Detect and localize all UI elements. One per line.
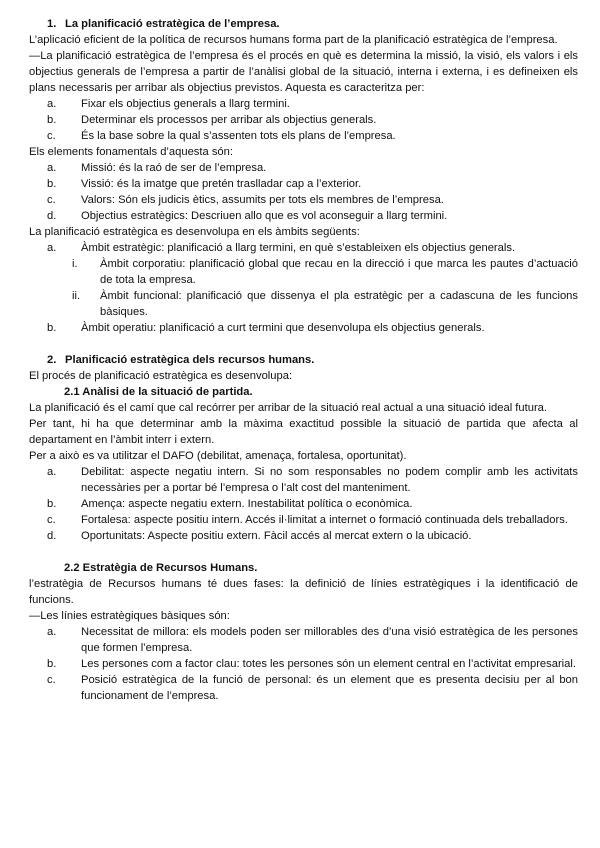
section-2-number: 2.: [47, 354, 57, 366]
characteristics-list: [29, 96, 578, 144]
list-item-text: És la base sobre la qual s’assenten tots els plans de l’empresa.: [81, 130, 396, 142]
list-marker: b.: [47, 498, 57, 510]
section-2-heading: [29, 352, 578, 368]
section-2-title: Planificació estratègica dels recursos humans.: [65, 354, 315, 366]
paragraph: l’estratègia de Recursos humans té dues fases: la definició de línies estratègiques i la identificació de funcions.: [29, 578, 578, 606]
list-item-text: Àmbit funcional: planificació que dissenya el pla estratègic per a cadascuna de les funcions bàsiques.: [100, 290, 578, 318]
list-item: [29, 112, 578, 128]
list-marker: a.: [47, 626, 57, 638]
list-item: [29, 128, 578, 144]
section-1-number: 1.: [47, 18, 57, 30]
list-item-text: Amença: aspecte negatiu extern. Inestabilitat política o econòmica.: [81, 498, 413, 510]
list-marker: c.: [47, 194, 56, 206]
list-item-text: Oportunitats: Aspecte positiu extern. Fàcil accés al mercat extern o la ubicació.: [81, 530, 472, 542]
list-item-text: Fixar els objectius generals a llarg termini.: [81, 98, 290, 110]
list-item: [29, 320, 578, 336]
list-item: [29, 656, 578, 672]
list-item: [29, 240, 578, 256]
list-item-text: Objectius estratègics: Descriuen allo que es vol aconseguir a llarg termini.: [81, 210, 448, 222]
elements-list: [29, 160, 578, 224]
scopes-list: [29, 240, 578, 336]
list-marker: i.: [72, 258, 78, 270]
list-item-text: Valors: Són els judicis ètics, assumits per tots els membres de l’empresa.: [81, 194, 444, 206]
paragraph: Els elements fonamentals d’aquesta són:: [29, 146, 233, 158]
list-marker: c.: [47, 130, 56, 142]
list-item: [29, 528, 578, 544]
list-item: [29, 496, 578, 512]
sublist-item: [29, 288, 578, 320]
list-marker: a.: [47, 242, 57, 254]
spacer: [29, 336, 578, 352]
sublist-item: [29, 256, 578, 288]
list-item-text: Àmbit corporatiu: planificació global que recau en la direcció i que marca les pautes d’actuació de tota la empresa.: [100, 258, 578, 286]
list-item: [29, 192, 578, 208]
list-marker: d.: [47, 210, 57, 222]
spacer: [29, 544, 578, 560]
list-marker: a.: [47, 98, 57, 110]
list-marker: b.: [47, 114, 57, 126]
list-marker: d.: [47, 530, 57, 542]
list-marker: ii.: [72, 290, 81, 302]
paragraph: —La planificació estratègica de l’empresa és el procés en què es determina la missió, la visió, els valors i els objectius generals de l’empresa a partir de l’anàlisi global de la situació, interna i externa, i es defineixen els plans necessaris per arribar als objectius previstos. Aquesta es caracteritza per:: [29, 50, 578, 94]
list-item: [29, 96, 578, 112]
paragraph: —Les línies estratègiques bàsiques són:: [29, 610, 230, 622]
paragraph: L’aplicació eficient de la política de recursos humans forma part de la planificació estratègica de l’empresa.: [29, 34, 558, 46]
list-marker: a.: [47, 466, 57, 478]
list-marker: c.: [47, 514, 56, 526]
list-marker: b.: [47, 178, 57, 190]
list-marker: a.: [47, 162, 57, 174]
list-item-text: Vissió: és la imatge que pretén traslladar cap a l’exterior.: [81, 178, 362, 190]
dafo-list: [29, 464, 578, 544]
subsection-2-2-heading: 2.2 Estratègia de Recursos Humans.: [64, 562, 258, 574]
section-1-heading: [29, 16, 578, 32]
paragraph: Per a això es va utilitzar el DAFO (debilitat, amenaça, fortalesa, oportunitat).: [29, 450, 407, 462]
list-item: [29, 160, 578, 176]
list-item-text: Fortalesa: aspecte positiu intern. Accés il·limitat a internet o formació continuada dels treballadors.: [81, 514, 568, 526]
paragraph: La planificació estratègica es desenvolupa en els àmbits següents:: [29, 226, 360, 238]
subsection-2-1-heading: 2.1 Anàlisi de la situació de partida.: [64, 386, 253, 398]
list-item-text: Debilitat: aspecte negatiu intern. Si no som responsables no podem complir amb les activitats necessàries per a portar bé l’empresa o l’alt cost del manteniment.: [81, 466, 578, 494]
list-item-text: Les persones com a factor clau: totes les persones són un element central en l’activitat empresarial.: [81, 658, 576, 670]
list-item: [29, 176, 578, 192]
list-item-text: Àmbit estratègic: planificació a llarg termini, en què s’estableixen els objectius generals.: [81, 242, 516, 254]
list-marker: b.: [47, 658, 57, 670]
section-1-title: La planificació estratègica de l’empresa.: [65, 18, 280, 30]
list-item-text: Posició estratègica de la funció de personal: és un element que es presenta decisiu per al bon funcionament de l’empresa.: [81, 674, 578, 702]
list-item: [29, 624, 578, 656]
list-item: [29, 672, 578, 704]
list-item: [29, 208, 578, 224]
list-item-text: Àmbit operatiu: planificació a curt termini que desenvolupa els objectius generals.: [81, 322, 485, 334]
list-item-text: Determinar els processos per arribar als objectius generals.: [81, 114, 377, 126]
list-item: [29, 512, 578, 528]
list-item-text: Necessitat de millora: els models poden ser millorables des d’una visió estratègica de les persones que formen l’empresa.: [81, 626, 578, 654]
list-item: [29, 464, 578, 496]
list-marker: c.: [47, 674, 56, 686]
paragraph: Per tant, hi ha que determinar amb la màxima exactitud possible la situació de partida que afecta al departament en l’àmbit interr i extern.: [29, 418, 578, 446]
list-item-text: Missió: és la raó de ser de l’empresa.: [81, 162, 267, 174]
list-marker: b.: [47, 322, 57, 334]
paragraph: El procés de planificació estratègica es desenvolupa:: [29, 370, 293, 382]
strategic-lines-list: [29, 624, 578, 704]
paragraph: La planificació és el camí que cal recórrer per arribar de la situació real actual a una situació ideal futura.: [29, 402, 548, 414]
